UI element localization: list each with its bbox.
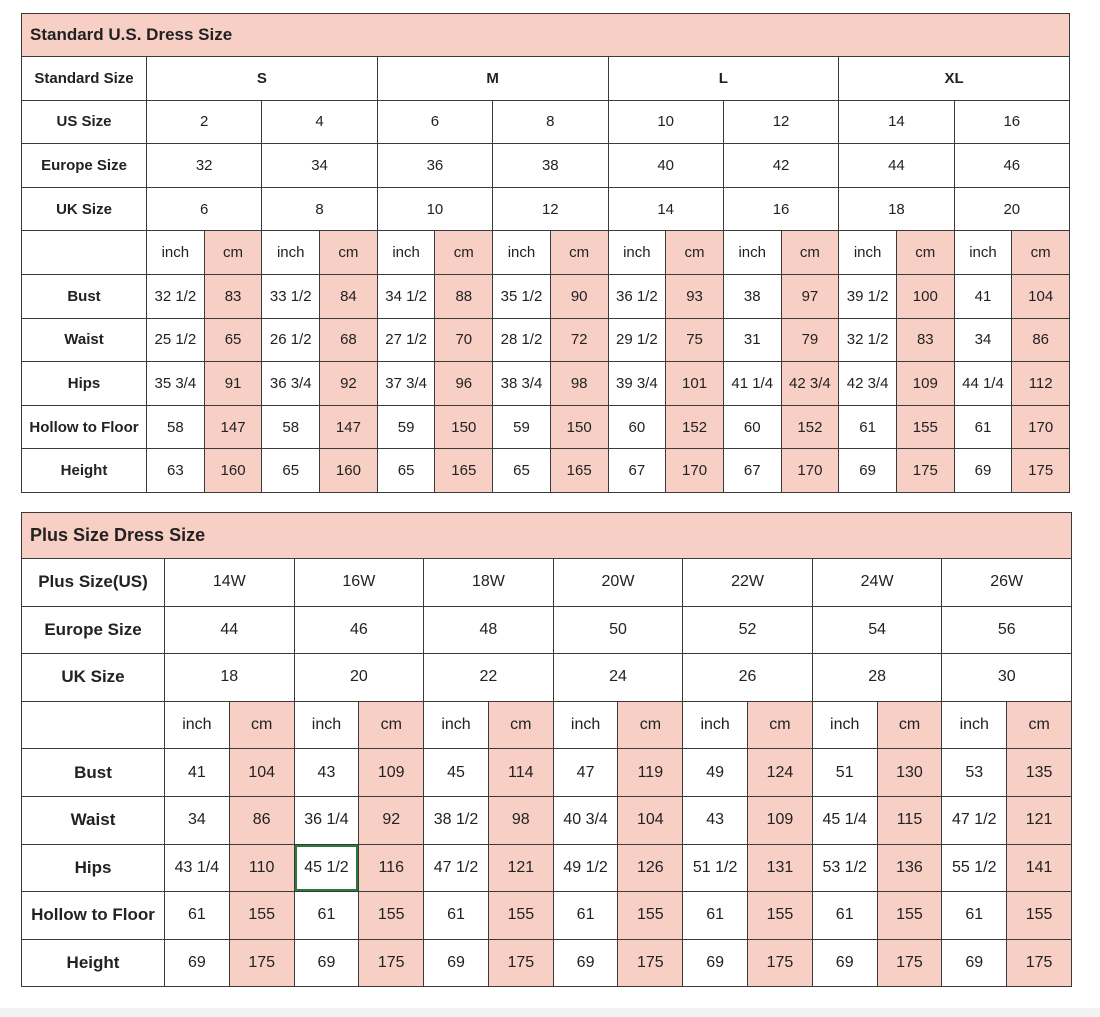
cm-value: 121 bbox=[1007, 796, 1072, 844]
cm-value: 121 bbox=[488, 844, 553, 892]
cm-value: 141 bbox=[1007, 844, 1072, 892]
cm-value: 75 bbox=[666, 318, 724, 362]
size-value: 16 bbox=[723, 187, 838, 231]
cm-value: 101 bbox=[666, 362, 724, 406]
cm-value: 90 bbox=[550, 274, 608, 318]
inch-value: 51 1/2 bbox=[683, 844, 748, 892]
inch-value: 39 1/2 bbox=[839, 274, 897, 318]
row-label: US Size bbox=[22, 100, 147, 144]
unit-cm: cm bbox=[877, 701, 942, 749]
unit-inch: inch bbox=[608, 231, 666, 275]
size-value: 42 bbox=[723, 144, 838, 188]
inch-value: 49 1/2 bbox=[553, 844, 618, 892]
cm-value: 79 bbox=[781, 318, 839, 362]
inch-value: 51 bbox=[812, 749, 877, 797]
title-row bbox=[22, 14, 1070, 57]
unit-cm: cm bbox=[320, 231, 378, 275]
unit-cm: cm bbox=[618, 701, 683, 749]
size-value: 6 bbox=[377, 100, 492, 144]
inch-value: 41 bbox=[954, 274, 1012, 318]
unit-inch: inch bbox=[147, 231, 205, 275]
cm-value: 68 bbox=[320, 318, 378, 362]
inch-value: 35 1/2 bbox=[493, 274, 551, 318]
cm-value: 152 bbox=[781, 405, 839, 449]
inch-value: 69 bbox=[839, 449, 897, 493]
inch-value: 37 3/4 bbox=[377, 362, 435, 406]
size-group: XL bbox=[839, 57, 1070, 101]
measure-row bbox=[22, 318, 1070, 362]
size-group: L bbox=[608, 57, 839, 101]
inch-value: 42 3/4 bbox=[839, 362, 897, 406]
size-value: 46 bbox=[294, 606, 424, 654]
inch-value: 36 1/4 bbox=[294, 796, 359, 844]
inch-value: 45 1/4 bbox=[812, 796, 877, 844]
cm-value: 83 bbox=[896, 318, 954, 362]
inch-value: 29 1/2 bbox=[608, 318, 666, 362]
inch-value: 61 bbox=[294, 892, 359, 940]
size-value: 36 bbox=[377, 144, 492, 188]
inch-value: 69 bbox=[553, 939, 618, 987]
title-row bbox=[22, 513, 1072, 559]
cm-value: 170 bbox=[781, 449, 839, 493]
size-value: 28 bbox=[812, 654, 942, 702]
table-title: Standard U.S. Dress Size bbox=[22, 14, 1070, 57]
inch-value: 53 bbox=[942, 749, 1007, 797]
size-value: 22 bbox=[424, 654, 554, 702]
row-label: UK Size bbox=[22, 187, 147, 231]
cm-value: 70 bbox=[435, 318, 493, 362]
unit-inch: inch bbox=[812, 701, 877, 749]
cm-value: 126 bbox=[618, 844, 683, 892]
cm-value: 84 bbox=[320, 274, 378, 318]
size-value: 20W bbox=[553, 559, 683, 607]
size-value: 8 bbox=[262, 187, 377, 231]
size-value: 2 bbox=[147, 100, 262, 144]
measure-row bbox=[22, 749, 1072, 797]
inch-value: 67 bbox=[723, 449, 781, 493]
cm-value: 96 bbox=[435, 362, 493, 406]
cm-value: 175 bbox=[1012, 449, 1070, 493]
row-label: Hips bbox=[22, 844, 165, 892]
empty-cell bbox=[22, 231, 147, 275]
size-value: 8 bbox=[493, 100, 608, 144]
size-value: 44 bbox=[165, 606, 295, 654]
unit-cm: cm bbox=[666, 231, 724, 275]
inch-value: 31 bbox=[723, 318, 781, 362]
europe-size-row bbox=[22, 606, 1072, 654]
cm-value: 165 bbox=[550, 449, 608, 493]
cm-value: 175 bbox=[359, 939, 424, 987]
size-value: 12 bbox=[493, 187, 608, 231]
unit-cm: cm bbox=[550, 231, 608, 275]
inch-value: 55 1/2 bbox=[942, 844, 1007, 892]
cm-value: 147 bbox=[204, 405, 262, 449]
inch-value: 69 bbox=[683, 939, 748, 987]
inch-value: 67 bbox=[608, 449, 666, 493]
inch-value: 44 1/4 bbox=[954, 362, 1012, 406]
row-label: Height bbox=[22, 939, 165, 987]
size-value: 6 bbox=[147, 187, 262, 231]
cm-value: 155 bbox=[877, 892, 942, 940]
row-label: Height bbox=[22, 449, 147, 493]
cm-value: 175 bbox=[488, 939, 553, 987]
measure-row bbox=[22, 449, 1070, 493]
inch-value: 40 3/4 bbox=[553, 796, 618, 844]
cm-value: 147 bbox=[320, 405, 378, 449]
cm-value: 109 bbox=[748, 796, 813, 844]
size-value: 54 bbox=[812, 606, 942, 654]
size-value: 14W bbox=[165, 559, 295, 607]
unit-inch: inch bbox=[493, 231, 551, 275]
cm-value: 155 bbox=[1007, 892, 1072, 940]
inch-value: 27 1/2 bbox=[377, 318, 435, 362]
cm-value: 155 bbox=[229, 892, 294, 940]
cm-value: 65 bbox=[204, 318, 262, 362]
row-label: Waist bbox=[22, 318, 147, 362]
cm-value: 136 bbox=[877, 844, 942, 892]
cm-value: 104 bbox=[618, 796, 683, 844]
cm-value: 175 bbox=[896, 449, 954, 493]
cm-value: 97 bbox=[781, 274, 839, 318]
size-value: 16 bbox=[954, 100, 1069, 144]
size-value: 30 bbox=[942, 654, 1072, 702]
size-value: 18W bbox=[424, 559, 554, 607]
inch-value: 41 bbox=[165, 749, 230, 797]
cm-value: 160 bbox=[320, 449, 378, 493]
europe-size-row bbox=[22, 144, 1070, 188]
size-value: 56 bbox=[942, 606, 1072, 654]
inch-value: 28 1/2 bbox=[493, 318, 551, 362]
size-value: 20 bbox=[294, 654, 424, 702]
unit-cm: cm bbox=[435, 231, 493, 275]
unit-cm: cm bbox=[359, 701, 424, 749]
inch-value: 34 bbox=[165, 796, 230, 844]
cm-value: 175 bbox=[877, 939, 942, 987]
standard-size-table bbox=[21, 13, 1070, 493]
size-value: 14 bbox=[608, 187, 723, 231]
size-value: 46 bbox=[954, 144, 1069, 188]
inch-value: 58 bbox=[262, 405, 320, 449]
unit-cm: cm bbox=[896, 231, 954, 275]
size-value: 10 bbox=[608, 100, 723, 144]
unit-inch: inch bbox=[954, 231, 1012, 275]
cm-value: 175 bbox=[1007, 939, 1072, 987]
size-value: 26W bbox=[942, 559, 1072, 607]
cm-value: 98 bbox=[550, 362, 608, 406]
size-group: M bbox=[377, 57, 608, 101]
inch-value: 35 3/4 bbox=[147, 362, 205, 406]
inch-value: 61 bbox=[165, 892, 230, 940]
cm-value: 110 bbox=[229, 844, 294, 892]
inch-value: 36 1/2 bbox=[608, 274, 666, 318]
size-value: 24 bbox=[553, 654, 683, 702]
inch-value: 53 1/2 bbox=[812, 844, 877, 892]
cm-value: 175 bbox=[618, 939, 683, 987]
cm-value: 119 bbox=[618, 749, 683, 797]
inch-value: 47 1/2 bbox=[424, 844, 489, 892]
cm-value: 175 bbox=[229, 939, 294, 987]
uk-size-row bbox=[22, 654, 1072, 702]
inch-value: 33 1/2 bbox=[262, 274, 320, 318]
inch-value: 69 bbox=[294, 939, 359, 987]
cm-value: 86 bbox=[229, 796, 294, 844]
bottom-strip bbox=[0, 1008, 1100, 1017]
inch-value: 39 3/4 bbox=[608, 362, 666, 406]
cm-value: 91 bbox=[204, 362, 262, 406]
unit-cm: cm bbox=[1007, 701, 1072, 749]
cm-value: 160 bbox=[204, 449, 262, 493]
cm-value: 155 bbox=[488, 892, 553, 940]
inch-value: 61 bbox=[942, 892, 1007, 940]
cm-value: 88 bbox=[435, 274, 493, 318]
row-label: Europe Size bbox=[22, 606, 165, 654]
unit-inch: inch bbox=[683, 701, 748, 749]
inch-value: 58 bbox=[147, 405, 205, 449]
row-label: UK Size bbox=[22, 654, 165, 702]
cm-value: 152 bbox=[666, 405, 724, 449]
cm-value: 131 bbox=[748, 844, 813, 892]
size-value: 38 bbox=[493, 144, 608, 188]
row-label: Hollow to Floor bbox=[22, 892, 165, 940]
cm-value: 104 bbox=[229, 749, 294, 797]
size-value: 40 bbox=[608, 144, 723, 188]
inch-value: 26 1/2 bbox=[262, 318, 320, 362]
cm-value: 155 bbox=[359, 892, 424, 940]
cm-value: 150 bbox=[550, 405, 608, 449]
uk-size-row bbox=[22, 187, 1070, 231]
cm-value: 86 bbox=[1012, 318, 1070, 362]
size-value: 52 bbox=[683, 606, 813, 654]
us-size-row bbox=[22, 100, 1070, 144]
cm-value: 112 bbox=[1012, 362, 1070, 406]
size-value: 26 bbox=[683, 654, 813, 702]
standard-size-row bbox=[22, 57, 1070, 101]
inch-value: 65 bbox=[493, 449, 551, 493]
inch-value: 69 bbox=[424, 939, 489, 987]
inch-value: 34 bbox=[954, 318, 1012, 362]
cm-value: 93 bbox=[666, 274, 724, 318]
selected-cell[interactable]: 45 1/2 bbox=[294, 844, 359, 892]
cm-value: 42 3/4 bbox=[781, 362, 839, 406]
inch-value: 32 1/2 bbox=[839, 318, 897, 362]
unit-cm: cm bbox=[204, 231, 262, 275]
cm-value: 114 bbox=[488, 749, 553, 797]
size-value: 14 bbox=[839, 100, 954, 144]
unit-cm: cm bbox=[1012, 231, 1070, 275]
unit-cm: cm bbox=[229, 701, 294, 749]
cm-value: 155 bbox=[618, 892, 683, 940]
size-value: 34 bbox=[262, 144, 377, 188]
plus-size-row bbox=[22, 559, 1072, 607]
inch-value: 47 1/2 bbox=[942, 796, 1007, 844]
inch-value: 43 bbox=[294, 749, 359, 797]
unit-inch: inch bbox=[942, 701, 1007, 749]
unit-inch: inch bbox=[553, 701, 618, 749]
cm-value: 124 bbox=[748, 749, 813, 797]
cm-value: 175 bbox=[748, 939, 813, 987]
size-value: 32 bbox=[147, 144, 262, 188]
inch-value: 61 bbox=[553, 892, 618, 940]
plus-size-table bbox=[21, 512, 1072, 987]
size-value: 18 bbox=[839, 187, 954, 231]
row-label: Waist bbox=[22, 796, 165, 844]
size-value: 12 bbox=[723, 100, 838, 144]
cm-value: 150 bbox=[435, 405, 493, 449]
cm-value: 155 bbox=[748, 892, 813, 940]
measure-row bbox=[22, 274, 1070, 318]
inch-value: 43 bbox=[683, 796, 748, 844]
inch-value: 34 1/2 bbox=[377, 274, 435, 318]
measure-row bbox=[22, 362, 1070, 406]
inch-value: 63 bbox=[147, 449, 205, 493]
inch-value: 45 bbox=[424, 749, 489, 797]
inch-value: 25 1/2 bbox=[147, 318, 205, 362]
size-value: 16W bbox=[294, 559, 424, 607]
inch-value: 65 bbox=[262, 449, 320, 493]
cm-value: 109 bbox=[896, 362, 954, 406]
cm-value: 135 bbox=[1007, 749, 1072, 797]
inch-value: 61 bbox=[424, 892, 489, 940]
inch-value: 59 bbox=[377, 405, 435, 449]
inch-value: 38 1/2 bbox=[424, 796, 489, 844]
measure-row bbox=[22, 844, 1072, 892]
inch-value: 61 bbox=[683, 892, 748, 940]
row-label: Standard Size bbox=[22, 57, 147, 101]
unit-cm: cm bbox=[748, 701, 813, 749]
unit-inch: inch bbox=[723, 231, 781, 275]
measure-row bbox=[22, 939, 1072, 987]
inch-value: 47 bbox=[553, 749, 618, 797]
cm-value: 115 bbox=[877, 796, 942, 844]
inch-value: 61 bbox=[954, 405, 1012, 449]
unit-inch: inch bbox=[165, 701, 230, 749]
inch-value: 32 1/2 bbox=[147, 274, 205, 318]
inch-value: 60 bbox=[723, 405, 781, 449]
inch-value: 61 bbox=[812, 892, 877, 940]
inch-value: 69 bbox=[954, 449, 1012, 493]
unit-cm: cm bbox=[781, 231, 839, 275]
inch-value: 36 3/4 bbox=[262, 362, 320, 406]
cm-value: 165 bbox=[435, 449, 493, 493]
inch-value: 61 bbox=[839, 405, 897, 449]
size-value: 22W bbox=[683, 559, 813, 607]
measure-row bbox=[22, 796, 1072, 844]
cm-value: 98 bbox=[488, 796, 553, 844]
measure-row bbox=[22, 405, 1070, 449]
cm-value: 72 bbox=[550, 318, 608, 362]
size-value: 50 bbox=[553, 606, 683, 654]
unit-row bbox=[22, 701, 1072, 749]
inch-value: 59 bbox=[493, 405, 551, 449]
unit-cm: cm bbox=[488, 701, 553, 749]
unit-inch: inch bbox=[839, 231, 897, 275]
inch-value: 43 1/4 bbox=[165, 844, 230, 892]
cm-value: 109 bbox=[359, 749, 424, 797]
size-value: 24W bbox=[812, 559, 942, 607]
cm-value: 155 bbox=[896, 405, 954, 449]
cm-value: 92 bbox=[359, 796, 424, 844]
row-label: Bust bbox=[22, 274, 147, 318]
inch-value: 38 bbox=[723, 274, 781, 318]
cm-value: 83 bbox=[204, 274, 262, 318]
cm-value: 170 bbox=[666, 449, 724, 493]
cm-value: 92 bbox=[320, 362, 378, 406]
cm-value: 130 bbox=[877, 749, 942, 797]
inch-value: 69 bbox=[942, 939, 1007, 987]
unit-inch: inch bbox=[424, 701, 489, 749]
inch-value: 69 bbox=[812, 939, 877, 987]
unit-inch: inch bbox=[294, 701, 359, 749]
unit-row bbox=[22, 231, 1070, 275]
cm-value: 104 bbox=[1012, 274, 1070, 318]
inch-value: 65 bbox=[377, 449, 435, 493]
inch-value: 49 bbox=[683, 749, 748, 797]
measure-row bbox=[22, 892, 1072, 940]
row-label: Plus Size(US) bbox=[22, 559, 165, 607]
cm-value: 100 bbox=[896, 274, 954, 318]
row-label: Hollow to Floor bbox=[22, 405, 147, 449]
unit-inch: inch bbox=[377, 231, 435, 275]
unit-inch: inch bbox=[262, 231, 320, 275]
size-value: 20 bbox=[954, 187, 1069, 231]
cm-value: 116 bbox=[359, 844, 424, 892]
inch-value: 60 bbox=[608, 405, 666, 449]
inch-value: 41 1/4 bbox=[723, 362, 781, 406]
inch-value: 69 bbox=[165, 939, 230, 987]
size-value: 48 bbox=[424, 606, 554, 654]
cm-value: 170 bbox=[1012, 405, 1070, 449]
row-label: Hips bbox=[22, 362, 147, 406]
empty-cell bbox=[22, 701, 165, 749]
table-title: Plus Size Dress Size bbox=[22, 513, 1072, 559]
size-value: 18 bbox=[165, 654, 295, 702]
size-value: 10 bbox=[377, 187, 492, 231]
size-group: S bbox=[147, 57, 378, 101]
inch-value: 38 3/4 bbox=[493, 362, 551, 406]
row-label: Bust bbox=[22, 749, 165, 797]
row-label: Europe Size bbox=[22, 144, 147, 188]
size-value: 4 bbox=[262, 100, 377, 144]
size-value: 44 bbox=[839, 144, 954, 188]
